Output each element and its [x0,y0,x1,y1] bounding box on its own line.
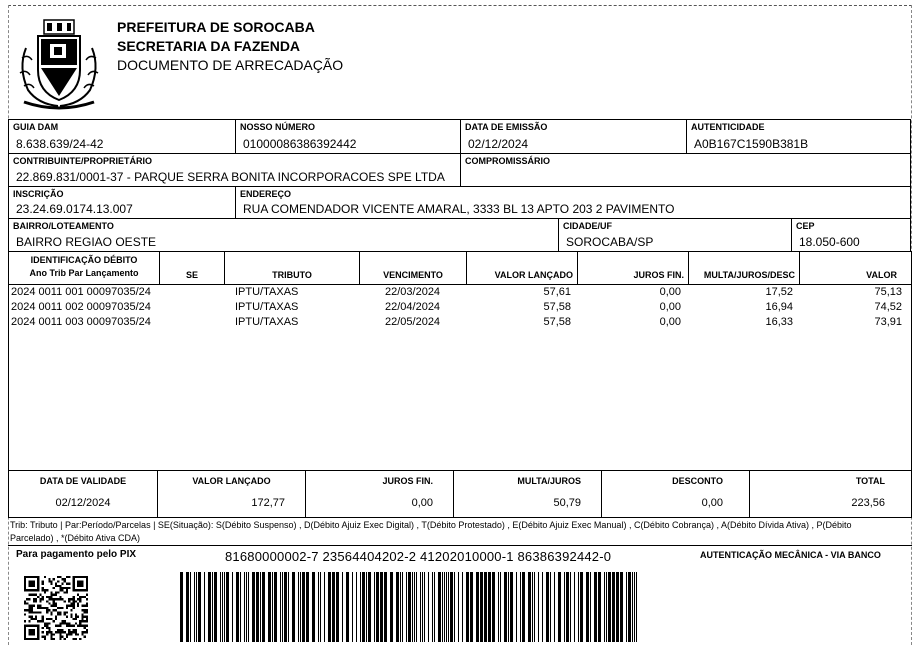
payment-barcode [180,572,640,642]
coat-of-arms-icon [14,18,104,110]
header-valor-lancado: VALOR LANÇADO [494,270,573,280]
nosso-numero-cell [236,120,461,154]
header-tributo: TRIBUTO [272,270,312,280]
legend-divider [8,545,912,546]
barcode-number: 81680000002-7 23564404202-2 41202010000-1 86386392442-0 [225,549,612,564]
juros-total-label: JUROS FIN. [382,476,433,486]
total-value: 223,56 [851,497,885,509]
contribuinte-label: CONTRIBUINTE/PROPRIETÁRIO [13,156,153,166]
header-vencimento-cell [360,252,467,284]
endereco-value: RUA COMENDADOR VICENTE AMARAL, 3333 BL 13 APTO 203 2 PAVIMENTO [243,202,675,216]
emissao-cell [461,120,687,154]
table-header [9,252,911,285]
lancado-cell [158,471,306,517]
header-valor-lancado-cell [467,252,578,284]
juros-total-cell [306,471,454,517]
compromissario-label: COMPROMISSÁRIO [465,156,551,166]
header-ident-line1: IDENTIFICAÇÃO DÉBITO [30,255,138,265]
header-line-1: PREFEITURA DE SOROCABA [117,19,315,35]
lancado-value: 172,77 [251,497,285,509]
desconto-value: 0,00 [701,497,723,509]
multa-total-cell [454,471,602,517]
row-juros: 0,00 [659,316,681,328]
header-line-3: DOCUMENTO DE ARRECADAÇÃO [117,57,344,73]
contribuinte-cell [9,154,461,187]
multa-total-label: MULTA/JUROS [517,476,581,486]
header-valor: VALOR [866,270,897,280]
header-line-2: SECRETARIA DA FAZENDA [117,38,301,54]
lancado-label: VALOR LANÇADO [192,476,271,486]
header-se: SE [185,270,198,280]
validade-cell [9,471,158,517]
header-valor-cell [800,252,911,284]
row-juros: 0,00 [659,286,681,298]
row-valor-lancado: 57,58 [543,316,571,328]
cidade-value: SOROCABA/SP [566,235,654,249]
row-ident: 2024 0011 003 00097035/24 [11,316,151,328]
validade-value: 02/12/2024 [55,497,111,509]
row-tributo: IPTU/TAXAS [235,316,299,328]
header-juros: JUROS FIN. [633,270,684,280]
header-tributo-cell [225,252,360,284]
guia-label: GUIA DAM [13,122,59,132]
row-multa: 17,52 [765,286,793,298]
cep-label: CEP [796,221,815,231]
cidade-cell [559,219,792,252]
row-tributo: IPTU/TAXAS [235,301,299,313]
cidade-label: CIDADE/UF [563,221,612,231]
totals-bar [8,470,912,518]
header-juros-cell [578,252,689,284]
row-valor: 74,52 [874,301,902,313]
contribuinte-value: 22.869.831/0001-37 - PARQUE SERRA BONITA INCORPORACOES SPE LTDA [16,170,445,184]
pix-qr-code [24,576,88,640]
header-multa: MULTA/JUROS/DESC [703,270,795,280]
inscricao-cell [9,187,236,219]
autenticidade-cell [687,120,911,154]
header-se-cell [160,252,225,284]
total-label: TOTAL [855,476,885,486]
row-tributo: IPTU/TAXAS [235,286,299,298]
row-valor: 75,13 [874,286,902,298]
row-valor: 73,91 [874,316,902,328]
info-grid [8,119,911,251]
pix-label: Para pagamento pelo PIX [16,549,137,560]
row-valor-lancado: 57,61 [543,286,571,298]
desconto-cell [602,471,750,517]
juros-total-value: 0,00 [411,497,433,509]
document-header [117,18,343,75]
validade-label: DATA DE VALIDADE [39,476,127,486]
guia-value: 8.638.639/24-42 [16,137,104,151]
header-ident-line2: Ano Trib Par Lançamento [29,268,139,278]
multa-total-value: 50,79 [553,497,581,509]
emissao-value: 02/12/2024 [468,137,529,151]
autenticidade-value: A0B167C1590B381B [694,137,809,151]
cep-cell [792,219,911,252]
total-cell [750,471,911,517]
desconto-label: DESCONTO [672,476,723,486]
inscricao-value: 23.24.69.0174.13.007 [16,202,133,216]
guia-cell [9,120,236,154]
cep-value: 18.050-600 [799,235,860,249]
row-ident: 2024 0011 002 00097035/24 [11,301,151,313]
bairro-label: BAIRRO/LOTEAMENTO [13,221,114,231]
header-ident-cell [9,252,160,284]
row-multa: 16,94 [765,301,793,313]
nosso-numero-label: NOSSO NÚMERO [240,122,316,132]
cut-line-top [8,5,912,6]
endereco-cell [236,187,911,219]
row-multa: 16,33 [765,316,793,328]
bairro-cell [9,219,559,252]
row-valor-lancado: 57,58 [543,301,571,313]
row-vencimento: 22/03/2024 [385,286,441,298]
emissao-label: DATA DE EMISSÃO [465,122,548,132]
legend-text: Trib: Tributo | Par:Período/Parcelas | SE(Situação): S(Débito Suspenso) , D(Débito Ajuiz Exec Digital) , T(Débito Protestado) , E(Débito Ajuiz Exec Manual) , C(Débito Cobrança) , A(Débito Dívida Ativa) , P(Débito Parcelado) , *(Débito Ativa CDA) [10,520,852,543]
row-vencimento: 22/05/2024 [385,316,441,328]
row-juros: 0,00 [659,301,681,313]
auth-mecanica-label: AUTENTICAÇÃO MECÂNICA - VIA BANCO [700,550,881,560]
row-ident: 2024 0011 001 00097035/24 [11,286,151,298]
debt-table [8,251,912,471]
endereco-label: ENDEREÇO [240,189,292,199]
nosso-numero-value: 01000086386392442 [243,137,357,151]
header-multa-cell [689,252,800,284]
bairro-value: BAIRRO REGIAO OESTE [16,235,157,249]
row-vencimento: 22/04/2024 [385,301,441,313]
autenticidade-label: AUTENTICIDADE [691,122,765,132]
compromissario-cell [461,154,911,187]
header-vencimento: VENCIMENTO [383,270,443,280]
inscricao-label: INSCRIÇÃO [13,189,64,199]
